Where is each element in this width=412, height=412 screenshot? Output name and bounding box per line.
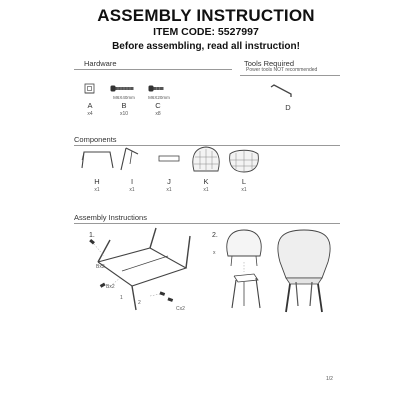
callout-1: 1 <box>120 295 123 301</box>
step-2-diagram <box>214 226 344 316</box>
hardware-a-label: A <box>87 101 93 110</box>
callout-bx2-bottom: Bx2 <box>106 284 115 290</box>
hardware-c-size: M6X20mm <box>148 95 170 100</box>
document-title: ASSEMBLY INSTRUCTION <box>97 6 315 25</box>
step-1-number: 1. <box>89 232 95 239</box>
seat-l-icon <box>226 146 262 174</box>
assembly-heading: Assembly Instructions <box>74 213 147 222</box>
component-i-label: I <box>130 177 134 186</box>
bolt-b-icon <box>110 85 136 93</box>
tools-divider <box>240 75 340 76</box>
component-l-label: L <box>241 177 247 186</box>
component-k-qty: x1 <box>203 187 209 193</box>
item-code: ITEM CODE: 5527997 <box>153 26 259 38</box>
component-h-qty: x1 <box>94 187 100 193</box>
hardware-c-label: C <box>155 101 161 110</box>
component-j-qty: x1 <box>166 187 172 193</box>
step-2-mark: x <box>213 250 216 256</box>
components-heading: Components <box>74 135 117 144</box>
allen-key-d-icon <box>270 84 296 98</box>
component-j-label: J <box>167 177 171 186</box>
backrest-k-icon <box>190 145 222 175</box>
hardware-b-label: B <box>121 101 127 110</box>
assembly-divider <box>74 223 340 224</box>
page-number: 1/2 <box>326 376 333 382</box>
washer-a-icon <box>84 83 96 95</box>
callout-cx2: Cx2 <box>176 306 185 312</box>
tools-heading: Tools Required <box>244 59 295 68</box>
callout-2: 2 <box>138 300 141 306</box>
tools-note: Power tools NOT recommended <box>246 67 318 73</box>
tool-d-label: D <box>285 103 291 112</box>
component-k-label: K <box>203 177 209 186</box>
read-instructions-hint: Before assembling, read all instruction! <box>112 41 300 52</box>
component-l-qty: x1 <box>241 187 247 193</box>
hardware-heading: Hardware <box>84 59 117 68</box>
frame-h-icon <box>80 148 116 170</box>
rail-j-icon <box>158 155 180 163</box>
step-1-diagram <box>90 226 200 316</box>
hardware-c-qty: x8 <box>155 111 161 117</box>
hardware-divider <box>74 69 232 70</box>
hardware-b-size: M6X40mm <box>113 95 135 100</box>
leg-frame-i-icon <box>118 146 140 172</box>
hardware-a-qty: x4 <box>87 111 93 117</box>
component-i-qty: x1 <box>129 187 135 193</box>
bolt-c-icon <box>148 85 166 93</box>
hardware-b-qty: x10 <box>119 111 129 117</box>
step-2-number: 2. <box>212 232 218 239</box>
component-h-label: H <box>94 177 100 186</box>
callout-bx2-top: Bx2 <box>96 264 105 270</box>
